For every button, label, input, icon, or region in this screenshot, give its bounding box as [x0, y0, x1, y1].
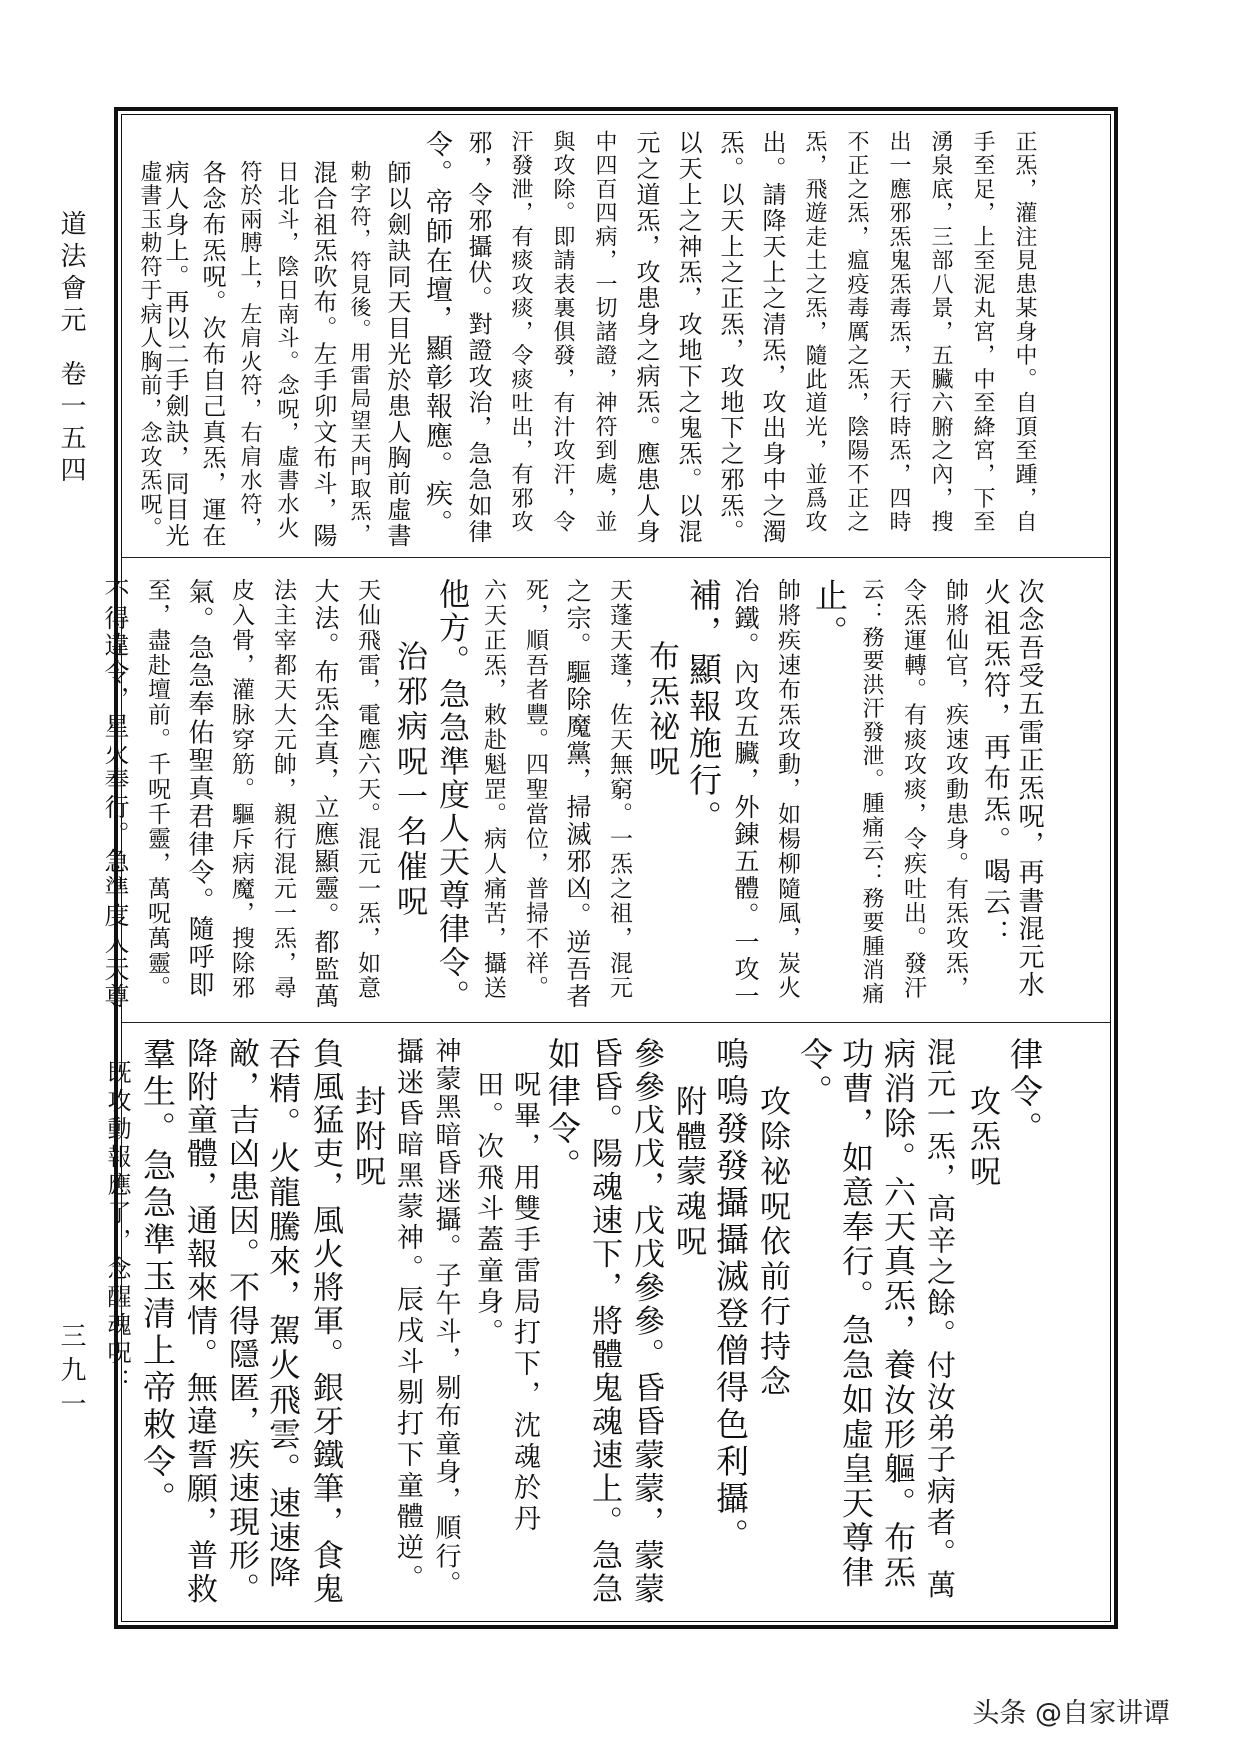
text-column: 符於兩膊上，左肩火符，右肩水符， [237, 160, 262, 541]
text-column: 令。 [795, 1037, 834, 1111]
text-column: 日北斗，陰日南斗。念呪，虛書水火 [274, 160, 299, 541]
section-divider-2 [122, 1022, 1110, 1023]
text-column: 法主宰都天大元帥，親行混元一炁，尋 [270, 578, 296, 1001]
text-column: 天仙飛雷，電應六天。混元一炁，如意 [354, 578, 380, 1001]
text-column: 以天上之神炁，攻地下之鬼炁。以混 [674, 130, 702, 545]
text-column: 他方。急急準度人天尊律令。 [433, 578, 469, 1014]
section-heading: 附體蒙魂呪 [670, 1085, 706, 1260]
text-column: 不正之炁，瘟疫毒厲之炁，陰陽不正之 [844, 130, 869, 534]
text-column: 神蒙黑暗昏迷攝。子午斗，剔布童身，順行。 [431, 1037, 461, 1599]
text-column: 炁，飛遊走土之炁，隨此道光，並爲攻 [802, 130, 827, 534]
text-column: 勅字符，符見後。用雷局望天門取炁， [348, 160, 372, 546]
text-column: 汗發泄，有痰攻痰，令痰吐出，有邪攻 [508, 130, 533, 534]
text-column: 攝迷昏暗黑蒙神。辰戌斗剔打下童體逆。 [392, 1037, 423, 1595]
section-heading: 布炁祕呪 [643, 640, 679, 780]
section-heading: 治邪病呪一名催呪 [391, 640, 427, 920]
text-column: 令炁運轉。有痰攻痰，令疾吐出。發汗 [900, 578, 926, 1001]
section-heading: 攻炁呪 [964, 1085, 1000, 1190]
text-column: 參參戊戊，戊戊參參。昏昏蒙蒙，蒙蒙 [628, 1037, 664, 1607]
text-column: 降附童體，通報來情。無違誓願，普救 [181, 1037, 217, 1607]
text-column: 昏昏。陽魂速下，將體鬼魂速上。急急 [586, 1037, 622, 1607]
text-column: 如律令。 [543, 1037, 582, 1185]
text-column: 炁。以天上之正炁，攻地下之邪炁。 [716, 130, 744, 545]
section-heading: 封附呪 [349, 1085, 385, 1190]
text-column: 大法。布炁全真，立應顯靈。都監萬 [311, 578, 340, 1010]
text-column: 出一應邪炁鬼炁毒炁，天行時炁，四時 [886, 130, 911, 534]
text-column: 補，顯報施行。 [684, 578, 723, 837]
text-column: 帥將疾速布炁攻動，如楊柳隨風，炭火 [774, 578, 800, 1001]
text-column: 湧泉底，三部八景，五臟六腑之內，搜 [928, 130, 953, 534]
section-heading: 攻除祕呪依前行持念 [754, 1085, 790, 1400]
text-column: 皮入骨，灌脉穿筋。驅斥病魔，搜除邪 [228, 578, 254, 1001]
text-column: 氣。急急奉佑聖真君律令。隨呼即 [184, 578, 214, 1000]
text-column: 元之道炁，攻患身之病炁。應患人身 [632, 130, 660, 545]
text-column: 死，順吾者豐。四聖當位，普掃不祥。 [522, 578, 548, 1001]
text-column: 虛書玉勅符于病人胸前，念攻炁呪。 [137, 160, 162, 541]
text-column: 正炁，灌注見患某身中。自頂至踵，自 [1012, 130, 1037, 534]
watermark: 头条 @自家讲谭 [972, 1698, 1170, 1729]
text-column: 至，盡赴壇前。千呪千靈，萬呪萬靈。 [144, 578, 170, 1001]
text-column: 病消除。六天真炁，養汝形軀。布炁 [879, 1037, 917, 1590]
text-column: 令。帝師在壇，顯彰報應。疾。 [421, 130, 452, 539]
text-column: 敵，吉凶患因。不得隱匿，疾速現形。 [223, 1037, 259, 1607]
book-title: 道法會元 [56, 210, 86, 338]
text-column: 吞精。火龍騰來，駕火飛雲。速速降 [264, 1037, 302, 1590]
text-column: 各念布炁呪。次布自己真炁，運在 [198, 160, 226, 549]
text-column: 次念吾受五雷正炁呪，再書混元水 [1014, 578, 1044, 1000]
text-column: 田。次飛斗蓋童身。 [472, 1070, 503, 1349]
text-column: 律令。 [1005, 1037, 1044, 1148]
text-column: 與攻除。即請表裏俱發，有汁攻汗，令 [550, 130, 575, 534]
text-column: 火祖炁符，再布炁。喝云： [979, 578, 1010, 950]
volume-label: 卷一五四 [56, 360, 86, 488]
text-column: 云：務要洪汗發泄。腫痛云：務要腫消痛 [859, 578, 884, 1006]
text-column: 呪畢，用雙手雷局打下，沈魂於丹 [509, 1070, 540, 1535]
text-column: 帥將仙官，疾速攻動患身。有炁攻炁， [942, 578, 968, 1001]
text-column: 既攻動報應了，念醒魂呪： [103, 1060, 131, 1396]
text-column: 中四百四病，一切諸證，神符到處，並 [592, 130, 617, 534]
page-number: 三九一 [56, 1322, 86, 1424]
text-column: 六天正炁，敕赴魁罡。病人痛苦，攝送 [480, 578, 506, 1001]
text-column: 冶鐵。內攻五臟，外錬五體。一攻一 [731, 578, 760, 1010]
text-column: 病人身上。再以二手劍訣，同目光 [161, 160, 189, 549]
text-column: 之宗。驅除魔黨，掃滅邪凶。逆吾者 [563, 578, 592, 1010]
text-column: 功曹，如意奉行。急急如虛皇天尊律 [837, 1037, 875, 1590]
running-header [58, 210, 84, 488]
text-column: 不得違令，星火奉行。急準度人天尊 [101, 578, 130, 1010]
text-column: 混合祖炁吹布。左手卯文布斗，陽 [309, 160, 337, 549]
text-column: 出。請降天上之清炁，攻出身中之濁 [758, 130, 786, 545]
text-column: 羣生。急急準玉清上帝敕令。 [138, 1037, 177, 1518]
text-column: 師以劍訣同天目光於患人胸前虛書 [383, 160, 411, 549]
text-column: 邪，令邪攝伏。對證攻治，急急如律 [464, 130, 492, 545]
text-column: 天蓬天蓬，佐天無窮。一炁之祖，混元 [606, 578, 632, 1001]
text-column: 手至足，上至泥丸宮，中至絳宮，下至 [970, 130, 995, 534]
section-divider-1 [122, 557, 1110, 558]
text-column: 混元一炁，高辛之餘。付汝弟子病者。萬 [923, 1037, 957, 1601]
text-column: 嗚嗚發發攝攝滅登僧得色利攝。 [711, 1037, 750, 1555]
text-column: 止。 [810, 578, 849, 652]
text-column: 負風猛吏，風火將軍。銀牙鐵筆，食鬼 [307, 1037, 343, 1607]
